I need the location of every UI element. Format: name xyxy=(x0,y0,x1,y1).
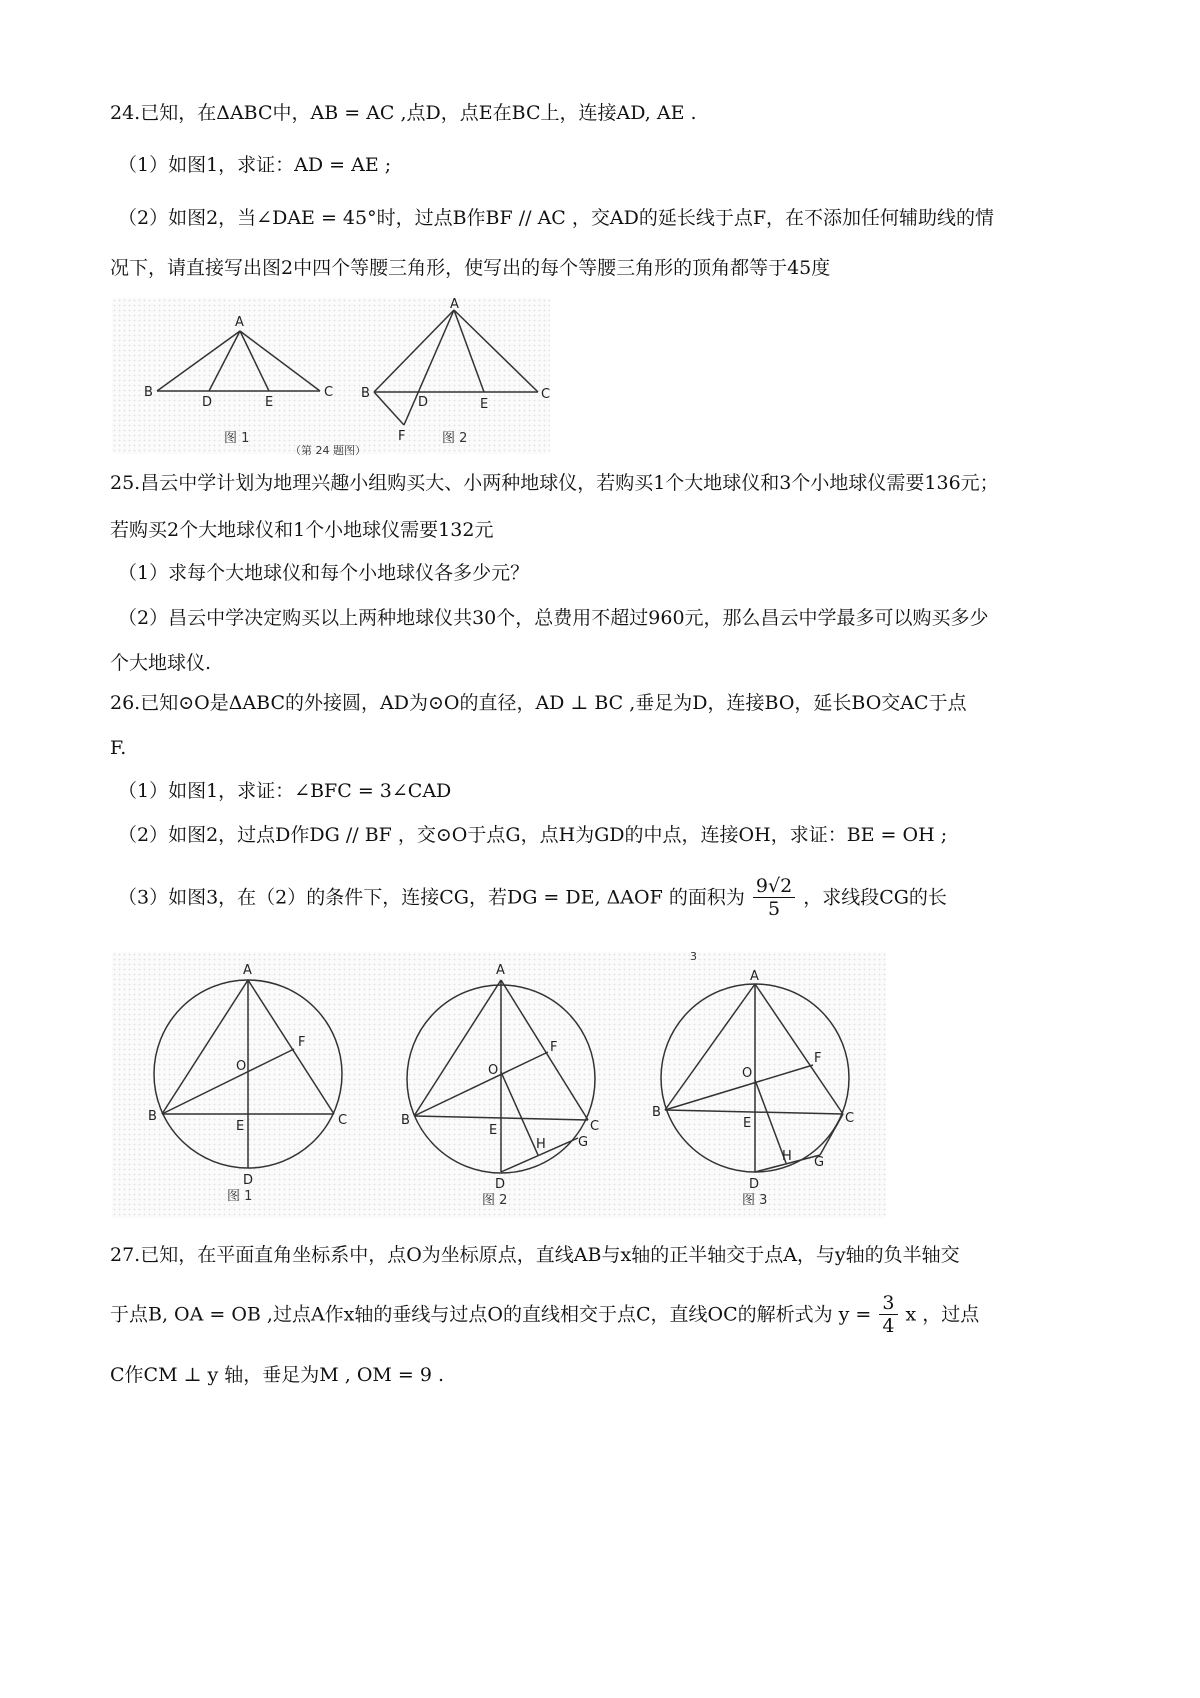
q26-fig3-segment-bc xyxy=(665,1110,843,1114)
q24-fig2-segment-ae xyxy=(454,310,484,392)
q24-fig1-label-d: D xyxy=(202,395,213,410)
q26-fig2-label-h: H xyxy=(536,1137,546,1152)
q27-slope-fraction xyxy=(879,1292,897,1337)
q26-fig3-label-c: C xyxy=(845,1111,855,1126)
q26-part2: （2）如图2，过点D作DG // BF ，交⊙O于点G，点H为GD的中点，连接OH，求证：BE = OH ; xyxy=(118,824,948,846)
q27-stem-line1: 27.已知，在平面直角坐标系中，点O为坐标原点，直线AB与x轴的正半轴交于点A，与y轴的负半轴交 xyxy=(110,1244,960,1266)
q24-fig1 xyxy=(144,315,333,446)
q24-stem: 24.已知，在ΔABC中，AB = AC ,点D，点E在BC上，连接AD, AE . xyxy=(110,102,697,124)
q26-fig3-label-a: A xyxy=(750,969,759,984)
q24-fig1-segment-ab xyxy=(157,331,240,391)
q26-part3-fraction xyxy=(753,875,795,920)
q26-fig3-caption: 图 3 xyxy=(742,1193,768,1208)
q26-fig3-label-h: H xyxy=(782,1149,792,1164)
q24-diagram xyxy=(112,297,551,457)
q26-part3-text-before: （3）如图3，在（2）的条件下，连接CG，若DG = DE, ΔAOF 的面积为 xyxy=(118,886,745,909)
q26-fig3-segment-bf xyxy=(665,1065,813,1110)
q24-fig1-label-e: E xyxy=(265,395,274,410)
q26-fig1-segment-ac xyxy=(248,980,334,1114)
q26-part3-fraction-numerator: 9√2 xyxy=(753,875,795,898)
q24-fig1-label-b: B xyxy=(144,385,153,400)
q24-figure-note: （第 24 题图） xyxy=(290,444,366,457)
q24-fig1-label-a: A xyxy=(235,315,244,330)
q26-fig3-label-e: E xyxy=(743,1116,752,1131)
q25-stem-line2: 若购买2个大地球仪和1个小地球仪需要132元 xyxy=(110,519,494,541)
q24-fig2-segment-af xyxy=(404,310,454,425)
q26-fig1-label-a: A xyxy=(243,963,252,978)
q27-slope-fraction-numerator: 3 xyxy=(879,1292,897,1315)
q24-fig2-label-d: D xyxy=(418,395,429,410)
q24-fig2-label-a: A xyxy=(450,297,459,312)
q26-fig2-label-a: A xyxy=(496,963,505,978)
q26-fig2-label-f: F xyxy=(550,1040,558,1055)
q24-fig2-segment-ab xyxy=(374,310,454,392)
q26-fig3-label-g: G xyxy=(814,1155,825,1170)
q26-stem-line2: F. xyxy=(110,737,127,759)
q26-fig1-segment-ab xyxy=(162,980,248,1114)
q26-stem-line1: 26.已知⊙O是ΔABC的外接圆，AD为⊙O的直径，AD ⊥ BC ,垂足为D，连接BO，延长BO交AC于点 xyxy=(110,692,967,714)
q26-fig2-segment-ac xyxy=(501,980,588,1120)
q26-fig3-segment-cg xyxy=(820,1114,843,1155)
q24-fig2 xyxy=(361,297,550,446)
q26-fig2-segment-oh xyxy=(501,1072,538,1155)
q25-part2-line1: （2）昌云中学决定购买以上两种地球仪共30个，总费用不超过960元，那么昌云中学最多可以购买多少 xyxy=(118,607,989,629)
q24-part2-line2: 况下，请直接写出图2中四个等腰三角形，使写出的每个等腰三角形的顶角都等于45度 xyxy=(110,257,831,279)
q24-fig1-segment-ac xyxy=(240,331,320,391)
q24-fig1-segment-ad xyxy=(209,331,240,391)
q26-fig3-segment-ab xyxy=(665,984,755,1110)
q26-part3 xyxy=(118,875,1118,935)
q26-fig1-label-e: E xyxy=(236,1119,245,1134)
q24-fig2-label-e: E xyxy=(480,397,489,412)
q24-part1: （1）如图1，求证：AD = AE ; xyxy=(118,154,392,176)
q24-fig2-segment-bf xyxy=(374,392,404,425)
q26-part1: （1）如图1，求证：∠BFC = 3∠CAD xyxy=(118,780,452,802)
q25-stem-line1: 25.昌云中学计划为地理兴趣小组购买大、小两种地球仪，若购买1个大地球仪和3个小地球仪需要136元； xyxy=(110,472,999,494)
q26-fig3-segment-ac xyxy=(755,984,843,1114)
q26-fig1 xyxy=(148,963,347,1204)
q24-fig2-label-c: C xyxy=(541,387,551,402)
q24-fig1-segment-ae xyxy=(240,331,269,391)
q26-fig1-label-o: O xyxy=(236,1059,247,1074)
q26-fig2-label-o: O xyxy=(488,1063,499,1078)
q27-stem-line2-text-before: 于点B, OA = OB ,过点A作x轴的垂线与过点O的直线相交于点C，直线OC的解析式为 y = xyxy=(110,1303,872,1326)
q26-stray-mark: 3 xyxy=(690,950,697,963)
q26-fig1-label-b: B xyxy=(148,1109,157,1124)
q26-fig1-label-c: C xyxy=(338,1113,348,1128)
q24-fig1-caption: 图 1 xyxy=(224,431,250,446)
q24-fig2-caption: 图 2 xyxy=(442,431,468,446)
q27-stem-line2-text-after: x ，过点 xyxy=(905,1303,980,1326)
q26-fig1-segment-bf xyxy=(162,1049,294,1114)
q26-fig1-label-d: D xyxy=(243,1173,254,1188)
q26-part3-text-after: ，求线段CG的长 xyxy=(803,886,947,909)
q26-fig1-caption: 图 1 xyxy=(227,1189,253,1204)
q26-diagram xyxy=(112,952,886,1218)
q25-part2-line2: 个大地球仪. xyxy=(110,652,212,674)
q24-part2-line1: （2）如图2，当∠DAE = 45°时，过点B作BF // AC ，交AD的延长线于点F，在不添加任何辅助线的情 xyxy=(118,207,995,229)
q26-fig2-label-g: G xyxy=(578,1135,589,1150)
q24-fig2-segment-ac xyxy=(454,310,538,392)
q26-fig2-caption: 图 2 xyxy=(482,1193,508,1208)
q26-fig2-label-d: D xyxy=(495,1177,506,1192)
q26-part3-fraction-denominator: 5 xyxy=(767,898,781,920)
q25-part1: （1）求每个大地球仪和每个小地球仪各多少元？ xyxy=(118,562,530,584)
q26-figure xyxy=(112,952,886,1218)
q24-fig2-label-b: B xyxy=(361,386,370,401)
q26-fig1-label-f: F xyxy=(298,1035,306,1050)
q27-stem-line3: C作CM ⊥ y 轴，垂足为M , OM = 9 . xyxy=(110,1364,445,1386)
q26-fig3 xyxy=(652,969,854,1208)
q26-fig3-label-o: O xyxy=(742,1066,753,1081)
q26-fig2-label-b: B xyxy=(401,1113,410,1128)
q26-fig3-label-f: F xyxy=(814,1051,822,1066)
q27-stem-line2 xyxy=(110,1292,1110,1352)
q24-figure xyxy=(112,297,551,457)
q24-fig1-label-c: C xyxy=(324,385,334,400)
q26-fig2-label-e: E xyxy=(489,1123,498,1138)
q27-slope-fraction-denominator: 4 xyxy=(882,1315,895,1337)
q24-fig2-label-f: F xyxy=(398,429,406,444)
q26-fig3-label-b: B xyxy=(652,1105,661,1120)
q26-fig3-label-d: D xyxy=(749,1177,760,1192)
q26-fig2-label-c: C xyxy=(590,1119,600,1134)
q26-fig2 xyxy=(401,963,599,1208)
